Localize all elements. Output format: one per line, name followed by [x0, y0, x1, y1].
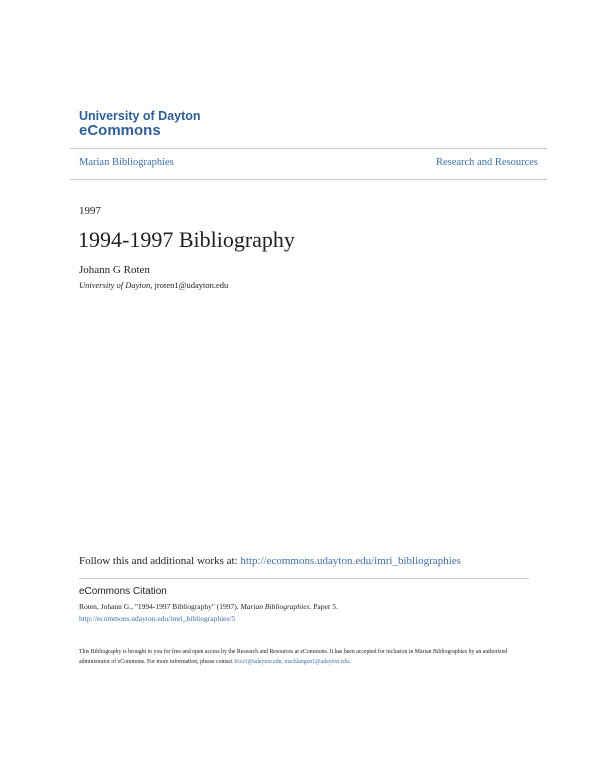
citation-series: Marian Bibliographies — [240, 602, 310, 611]
follow-text: Follow this and additional works at: — [79, 555, 241, 567]
repository-name[interactable]: eCommons — [79, 122, 161, 139]
notice-text: This Bibliography is brought to you for free and open access by the Research and Resources at eCommons. It has been accepted for inclusion in Marian Bibliographies by an authorized administrator of eCommons. For more information, please contact — [79, 649, 508, 665]
nav-divider — [70, 179, 547, 180]
follow-link[interactable]: http://ecommons.udayton.edu/imri_bibliographies — [240, 555, 461, 567]
author-affiliation — [79, 280, 228, 290]
notice-end: . — [348, 659, 351, 665]
series-link[interactable]: Marian Bibliographies — [79, 157, 174, 168]
author-email[interactable]: , jroten1@udayton.edu — [150, 280, 229, 290]
citation-text — [79, 602, 338, 611]
contact-emails[interactable]: frice1@udayton.edu, mschlangen1@udayton.edu — [234, 659, 349, 665]
header-divider — [70, 148, 547, 149]
citation-prefix: Roten, Johann G., "1994-1997 Bibliography" (1997). — [79, 602, 241, 611]
follow-line — [79, 555, 461, 567]
citation-heading: eCommons Citation — [79, 586, 167, 597]
author-name: Johann G Roten — [79, 264, 150, 276]
publication-year: 1997 — [79, 205, 101, 217]
citation-link[interactable]: http://ecommons.udayton.edu/imri_bibliographies/5 — [79, 614, 236, 623]
affiliation-name: University of Dayton — [79, 280, 151, 290]
access-notice — [79, 647, 529, 667]
citation-suffix: . Paper 5. — [309, 602, 338, 611]
collection-link[interactable]: Research and Resources — [435, 157, 538, 168]
document-title: 1994-1997 Bibliography — [78, 227, 295, 252]
citation-divider — [79, 578, 529, 579]
institution-name: University of Dayton — [79, 109, 201, 123]
